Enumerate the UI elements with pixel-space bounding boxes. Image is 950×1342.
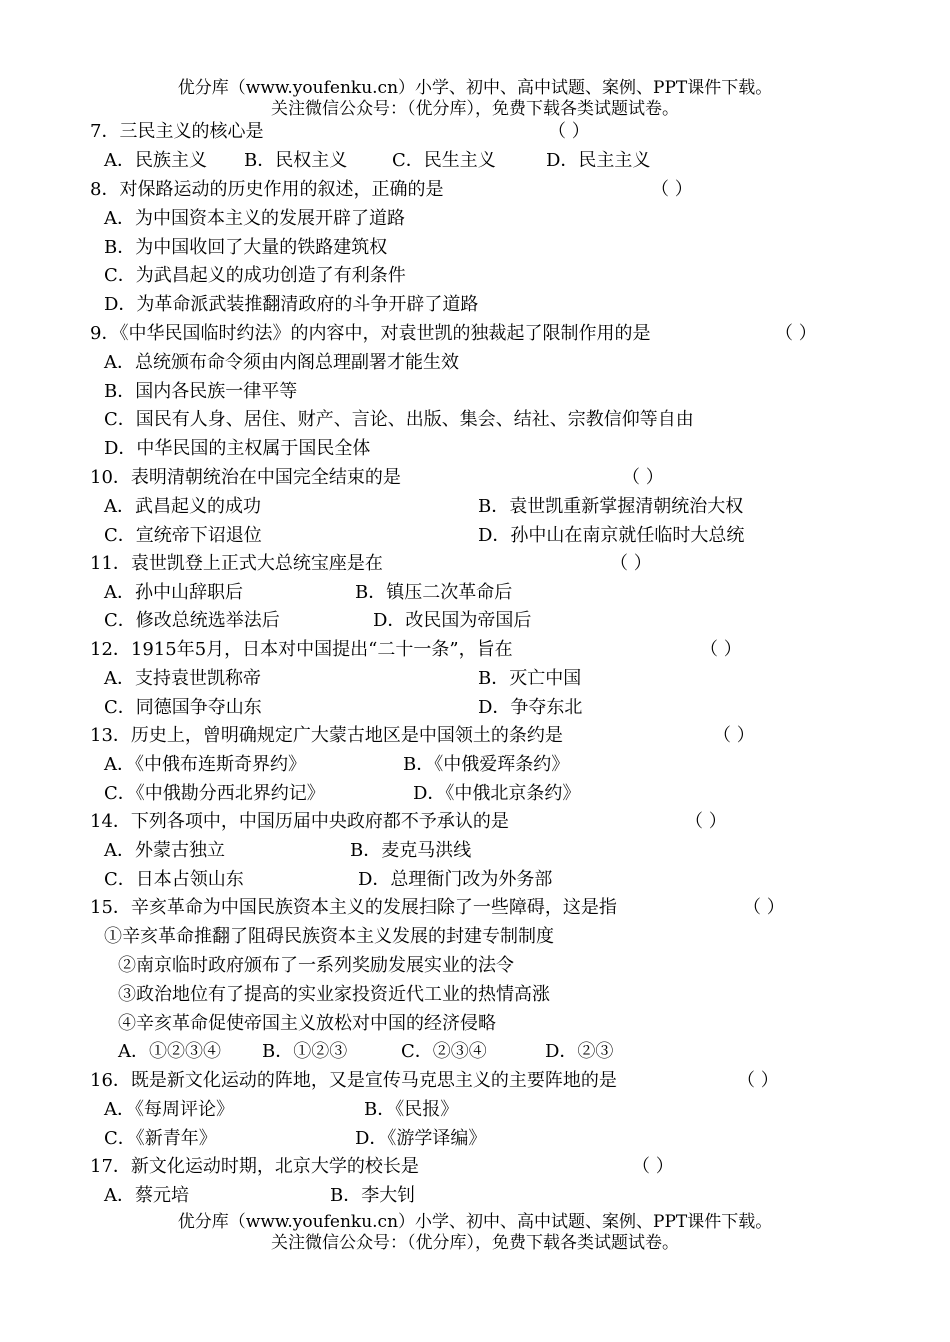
- question-7-option-a: A．民族主义: [104, 150, 207, 171]
- question-10-option-b: B．袁世凯重新掌握清朝统治大权: [478, 496, 744, 517]
- question-8-option-b: B．为中国收回了大量的铁路建筑权: [104, 237, 388, 258]
- question-11-stem: 11．袁世凯登上正式大总统宝座是在: [90, 553, 383, 574]
- question-9-option-a: A．总统颁布命令须由内阁总理副署才能生效: [104, 352, 459, 373]
- header-line-2: 关注微信公众号：（优分库），免费下载各类试题试卷。: [271, 99, 679, 119]
- question-15-option-d: D．②③: [545, 1041, 614, 1062]
- question-11-option-b: B．镇压二次革命后: [355, 582, 513, 603]
- question-8-option-d: D．为革命派武装推翻清政府的斗争开辟了道路: [104, 294, 479, 315]
- question-17-option-a: A．蔡元培: [104, 1185, 189, 1206]
- question-14-stem: 14．下列各项中，中国历届中央政府都不予承认的是: [90, 811, 509, 832]
- question-15-stem: 15．辛亥革命为中国民族资本主义的发展扫除了一些障碍，这是指: [90, 897, 617, 918]
- question-15-option-a: A．①②③④: [118, 1041, 221, 1062]
- question-13-option-c: C．《中俄勘分西北界约记》: [104, 783, 325, 804]
- question-8-option-c: C．为武昌起义的成功创造了有利条件: [104, 265, 406, 286]
- question-9-option-c: C．国民有人身、居住、财产、言论、出版、集会、结社、宗教信仰等自由: [104, 409, 694, 430]
- footer-line-2: 关注微信公众号：（优分库），免费下载各类试题试卷。: [271, 1233, 679, 1253]
- question-8-option-a: A．为中国资本主义的发展开辟了道路: [104, 208, 405, 229]
- question-16-option-b: B．《民报》: [364, 1099, 459, 1120]
- question-17-option-b: B．李大钊: [330, 1185, 416, 1206]
- question-7-answer-blank: （ ）: [548, 121, 590, 142]
- question-15-item-1: ①辛亥革命推翻了阻碍民族资本主义发展的封建专制制度: [104, 926, 554, 947]
- question-13-option-b: B．《中俄爱珲条约》: [403, 754, 570, 775]
- question-13-stem: 13．历史上，曾明确规定广大蒙古地区是中国领土的条约是: [90, 725, 563, 746]
- question-7-option-b: B．民权主义: [244, 150, 348, 171]
- question-14-option-b: B．麦克马洪线: [350, 840, 472, 861]
- question-10-stem: 10．表明清朝统治在中国完全结束的是: [90, 467, 401, 488]
- question-13-answer-blank: （ ）: [713, 725, 755, 746]
- footer-line-1: 优分库（www.youfenku.cn）小学、初中、高中试题、案例、PPT课件下载。: [177, 1212, 773, 1232]
- question-10-option-a: A．武昌起义的成功: [104, 496, 261, 517]
- question-10-answer-blank: （ ）: [622, 467, 664, 488]
- question-14-option-a: A．外蒙古独立: [104, 840, 225, 861]
- question-9-answer-blank: （ ）: [775, 323, 817, 344]
- question-11-option-d: D．改民国为帝国后: [373, 610, 532, 631]
- question-15-item-4: ④辛亥革命促使帝国主义放松对中国的经济侵略: [118, 1013, 496, 1034]
- question-8-stem: 8．对保路运动的历史作用的叙述，正确的是: [90, 179, 444, 200]
- question-15-item-2: ②南京临时政府颁布了一系列奖励发展实业的法令: [118, 955, 514, 976]
- question-17-stem: 17．新文化运动时期，北京大学的校长是: [90, 1156, 419, 1177]
- question-12-option-c: C．同德国争夺山东: [104, 697, 262, 718]
- question-11-option-c: C．修改总统选举法后: [104, 610, 280, 631]
- question-14-option-d: D．总理衙门改为外务部: [358, 869, 553, 890]
- question-12-stem: 12．1915年5月，日本对中国提出“二十一条”，旨在: [90, 639, 513, 660]
- question-9-stem: 9．《中华民国临时约法》的内容中，对袁世凯的独裁起了限制作用的是: [90, 323, 651, 344]
- question-16-option-a: A．《每周评论》: [104, 1099, 234, 1120]
- question-13-option-a: A．《中俄布连斯奇界约》: [104, 754, 306, 775]
- question-7-option-d: D．民主主义: [546, 150, 651, 171]
- question-16-answer-blank: （ ）: [737, 1070, 779, 1091]
- question-14-option-c: C．日本占领山东: [104, 869, 244, 890]
- question-17-answer-blank: （ ）: [632, 1156, 674, 1177]
- question-7-stem: 7．三民主义的核心是: [90, 121, 264, 142]
- question-10-option-d: D．孙中山在南京就任临时大总统: [478, 525, 745, 546]
- question-16-option-c: C．《新青年》: [104, 1128, 217, 1149]
- header-line-1: 优分库（www.youfenku.cn）小学、初中、高中试题、案例、PPT课件下载。: [177, 78, 773, 98]
- question-15-option-c: C．②③④: [401, 1041, 487, 1062]
- question-16-stem: 16．既是新文化运动的阵地，又是宣传马克思主义的主要阵地的是: [90, 1070, 617, 1091]
- question-12-answer-blank: （ ）: [700, 639, 742, 660]
- question-15-option-b: B．①②③: [262, 1041, 348, 1062]
- question-12-option-b: B．灭亡中国: [478, 668, 582, 689]
- question-8-answer-blank: （ ）: [651, 179, 693, 200]
- question-11-answer-blank: （ ）: [610, 553, 652, 574]
- question-11-option-a: A．孙中山辞职后: [104, 582, 243, 603]
- question-7-option-c: C．民生主义: [392, 150, 496, 171]
- question-13-option-d: D．《中俄北京条约》: [413, 783, 581, 804]
- question-9-option-d: D．中华民国的主权属于国民全体: [104, 438, 371, 459]
- question-12-option-d: D．争夺东北: [478, 697, 583, 718]
- question-9-option-b: B．国内各民族一律平等: [104, 381, 298, 402]
- question-15-item-3: ③政治地位有了提高的实业家投资近代工业的热情高涨: [118, 984, 550, 1005]
- question-12-option-a: A．支持袁世凯称帝: [104, 668, 261, 689]
- question-15-answer-blank: （ ）: [743, 897, 785, 918]
- question-10-option-c: C．宣统帝下诏退位: [104, 525, 262, 546]
- question-14-answer-blank: （ ）: [685, 811, 727, 832]
- question-16-option-d: D．《游学译编》: [355, 1128, 487, 1149]
